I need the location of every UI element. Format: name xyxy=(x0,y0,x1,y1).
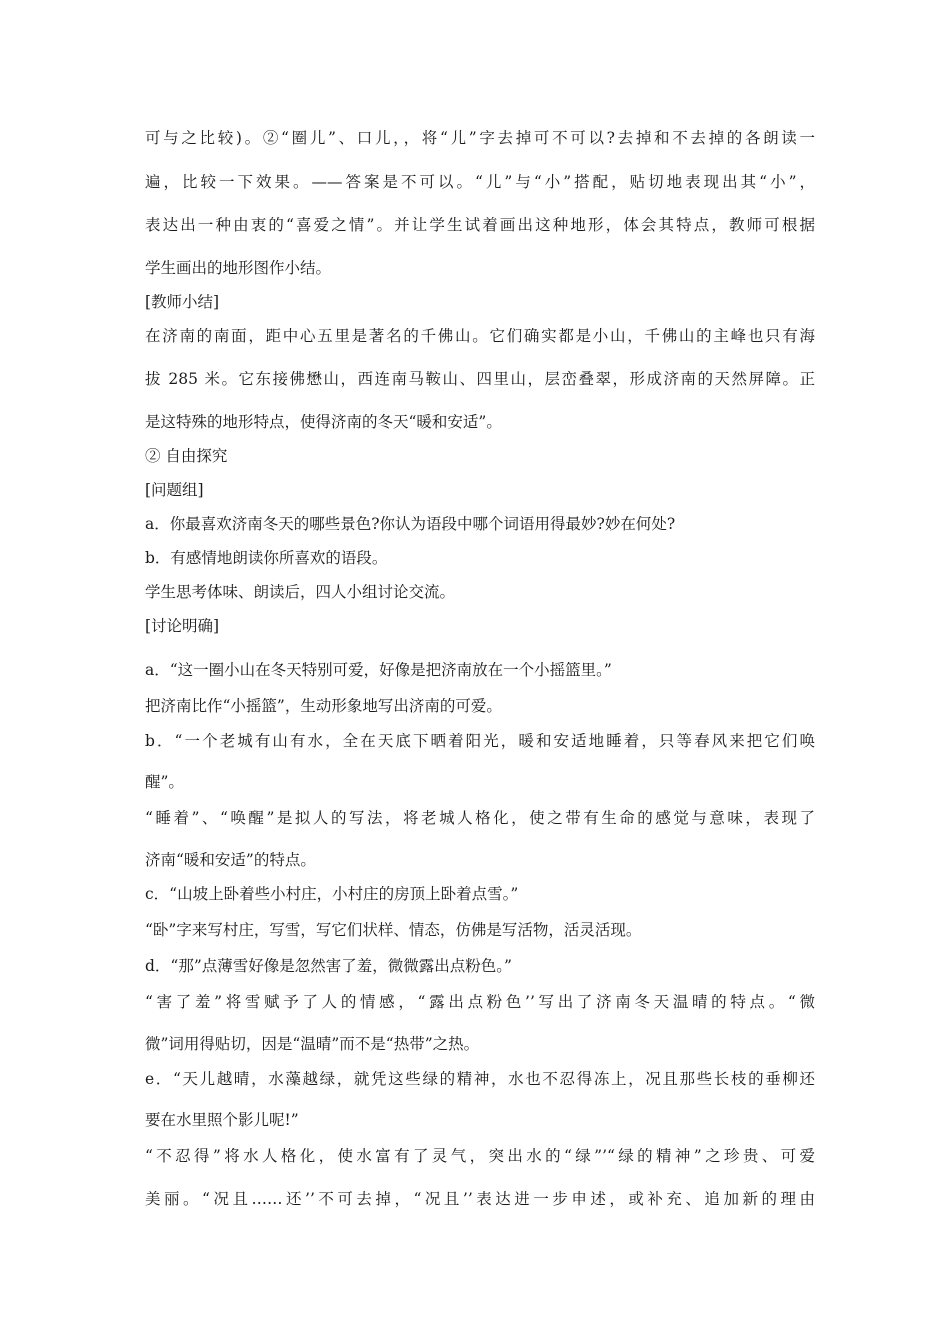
paragraph-line: 把济南比作“小摇篮”，生动形象地写出济南的可爱。 xyxy=(145,697,502,715)
section-heading: ② 自由探究 xyxy=(145,447,228,465)
paragraph-line: 济南“暖和安适”的特点。 xyxy=(145,851,316,869)
paragraph-line: 美丽。“况且……还’’不可去掉，“况且’’表达进一步申述，或补充、追加新的理由 xyxy=(145,1190,815,1208)
paragraph-line: “害了羞”将雪赋予了人的情感，“露出点粉色’’写出了济南冬天温晴的特点。“微 xyxy=(145,993,815,1011)
list-item: b．“一个老城有山有水，全在天底下晒着阳光，暖和安适地睡着，只等春风来把它们唤 xyxy=(145,732,815,750)
list-item: a．你最喜欢济南冬天的哪些景色?你认为语段中哪个词语用得最妙?妙在何处? xyxy=(145,515,676,533)
paragraph-line: 拔 285 米。它东接佛懋山，西连南马鞍山、四里山，层峦叠翠，形成济南的天然屏障。正 xyxy=(145,370,815,388)
paragraph-line: “不忍得”将水人格化，使水富有了灵气，突出水的“绿”’“绿的精神”之珍贵、可爱 xyxy=(145,1147,815,1165)
list-item: b．有感情地朗读你所喜欢的语段。 xyxy=(145,549,388,567)
paragraph-line: 表达出一种由衷的“喜爱之情”。并让学生试着画出这种地形，体会其特点，教师可根据 xyxy=(145,216,815,234)
paragraph-line: 学生思考体味、朗读后，四人小组讨论交流。 xyxy=(145,583,456,601)
paragraph-line: 微”词用得贴切，因是“温晴”而不是“热带”之热。 xyxy=(145,1035,480,1053)
section-heading: [讨论明确] xyxy=(145,617,220,635)
paragraph-line: 在济南的南面，距中心五里是著名的千佛山。它们确实都是小山，千佛山的主峰也只有海 xyxy=(145,327,815,345)
paragraph-line: 是这特殊的地形特点，使得济南的冬天“暖和安适”。 xyxy=(145,413,502,431)
paragraph-line: “卧”字来写村庄，写雪，写它们状样、情态，仿佛是写活物，活灵活现。 xyxy=(145,921,642,939)
paragraph-line: 要在水里照个影儿呢!” xyxy=(145,1111,299,1129)
list-item: a．“这一圈小山在冬天特别可爱，好像是把济南放在一个小摇篮里。” xyxy=(145,661,612,679)
paragraph-line: 遍，比较一下效果。——答案是不可以。“儿”与“小”搭配，贴切地表现出其“小”， xyxy=(145,173,815,191)
paragraph-line: “睡着”、“唤醒”是拟人的写法，将老城人格化，使之带有生命的感觉与意味，表现了 xyxy=(145,809,815,827)
list-item: c．“山坡上卧着些小村庄，小村庄的房顶上卧着点雪。” xyxy=(145,885,519,903)
paragraph-line: 可与之比较)。②“圈儿”、口儿，，将“儿”字去掉可不可以?去掉和不去掉的各朗读一 xyxy=(145,129,815,147)
list-item: e．“天儿越晴，水藻越绿，就凭这些绿的精神，水也不忍得冻上，况且那些长枝的垂柳还 xyxy=(145,1070,815,1088)
section-heading: [教师小结] xyxy=(145,293,220,311)
paragraph-line: 学生画出的地形图作小结。 xyxy=(145,259,332,277)
section-heading: [问题组] xyxy=(145,481,204,499)
list-item: d．“那”点薄雪好像是忽然害了羞，微微露出点粉色。” xyxy=(145,957,512,975)
paragraph-line: 醒”。 xyxy=(145,773,184,791)
